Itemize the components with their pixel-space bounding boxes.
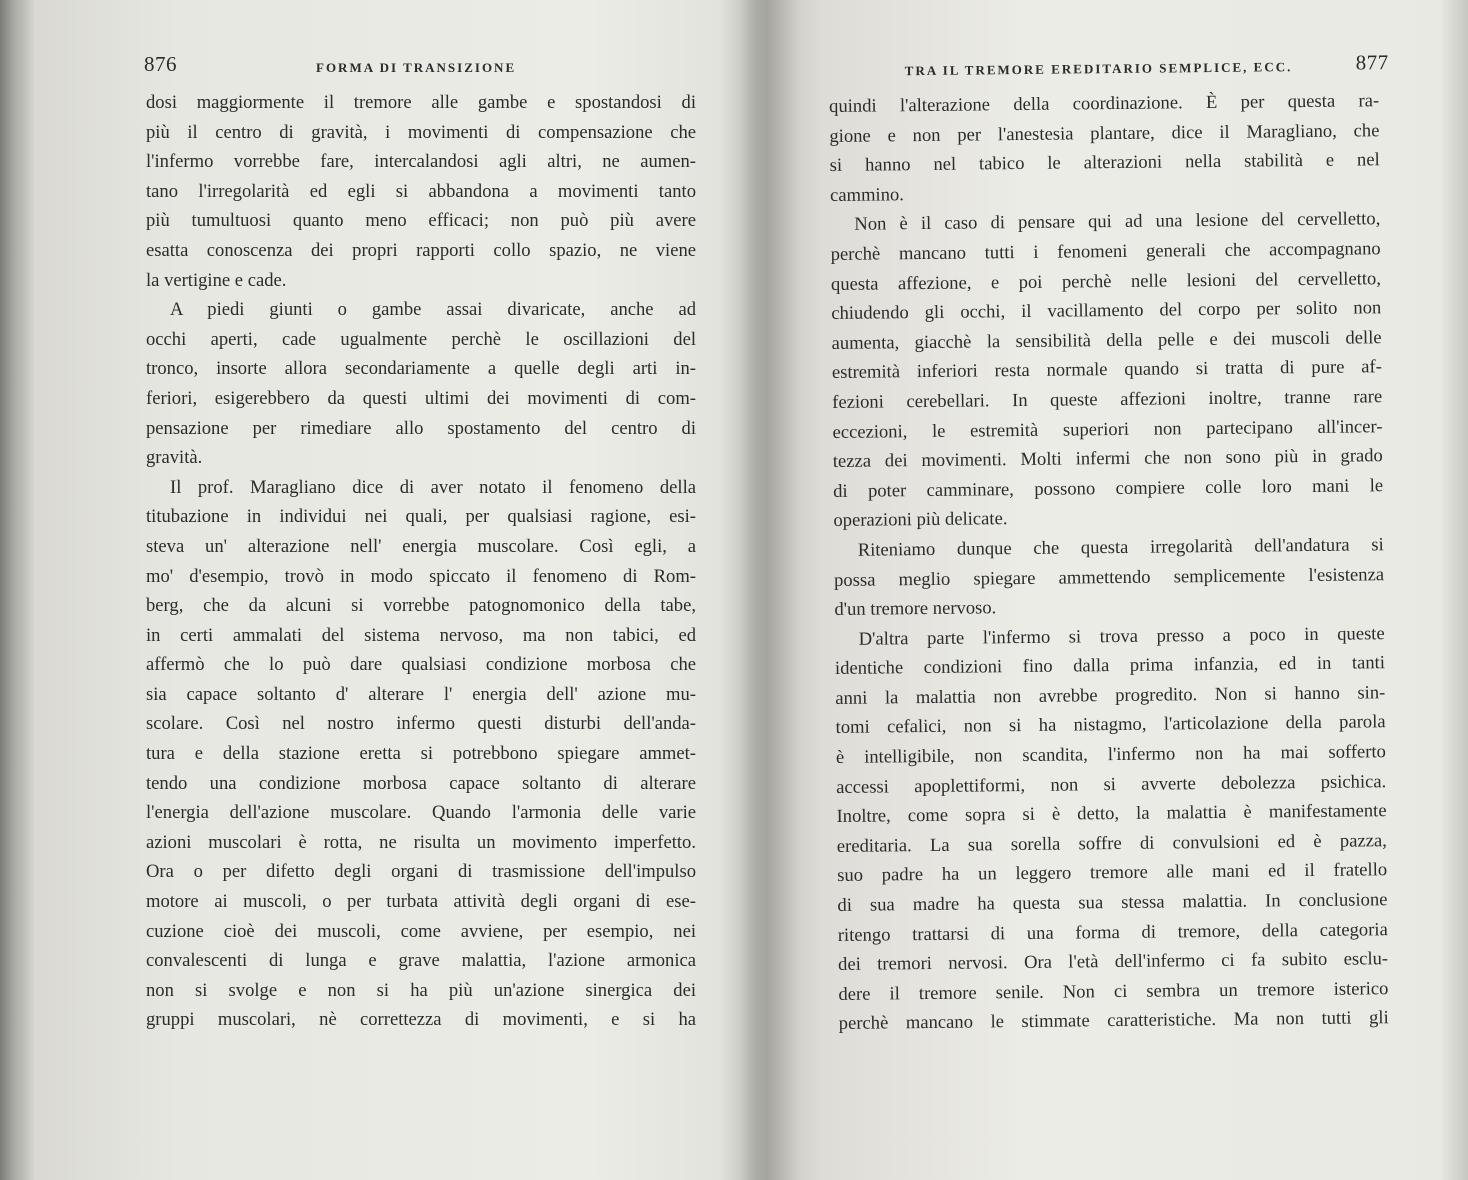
text-line: tura e della stazione eretta si potrebbono spiegare ammet- [146, 743, 696, 765]
text-line: scolare. Così nel nostro infermo questi disturbi dell'anda- [146, 713, 696, 735]
text-line: perchè mancano tutti i fenomeni generali che accompagnano [830, 238, 1381, 265]
text-line: estremità inferiori resta normale quando si tratta di pure af- [831, 356, 1382, 384]
text-line: dei tremori nervosi. Ora l'età dell'infermo ci fa subito esclu- [837, 948, 1389, 976]
text-line: tano l'irregolarità ed egli si abbandona a movimenti tanto [146, 180, 696, 202]
text-line: ritengo trattarsi di una forma di tremore, della categoria [837, 918, 1388, 946]
text-line: azioni muscolari è rotta, ne risulta un movimento imperfetto. [146, 831, 696, 853]
text-line: D'altra parte l'infermo si trova presso a poco in queste [858, 622, 1385, 650]
text-line: convalescenti di lunga e grave malattia, l'azione armonica [146, 950, 696, 972]
text-line: A piedi giunti o gambe assai divaricate, anche ad [170, 299, 696, 321]
text-line: esatta conoscenza dei propri rapporti collo spazio, ne viene [146, 239, 696, 261]
text-line: anni la malattia non avrebbe progredito. Non si hanno sin- [835, 682, 1386, 709]
book-gutter [740, 0, 800, 1180]
text-line: dosi maggiormente il tremore alle gambe e spostandosi di [146, 92, 696, 113]
left-body-text [146, 88, 696, 1035]
text-line: Riteniamo dunque che questa irregolarità dell'andatura si [857, 534, 1384, 561]
text-line: gravità. [146, 447, 203, 469]
left-page-number: 876 [144, 52, 177, 76]
left-running-title: FORMA DI TRANSIZIONE [316, 60, 517, 75]
text-line: aumenta, giacchè la sensibilità della pelle e dei muscoli delle [831, 326, 1382, 354]
text-line: quindi l'alterazione della coordinazione. È per questa ra- [829, 90, 1380, 117]
text-line: non si svolge e non si ha più un'azione sinergica dei [146, 979, 696, 1001]
text-line: tomi cefalici, non si ha nistagmo, l'articolazione della parola [835, 711, 1386, 739]
right-running-title: TRA IL TREMORE EREDITARIO SEMPLICE, ECC. [904, 59, 1293, 79]
text-line: chiudendo gli occhi, il vacillamento del corpo per solito non [831, 297, 1382, 325]
text-line: operazioni più delicate. [833, 508, 1008, 532]
text-line: si hanno nel tabico le alterazioni nella stabilità e nel [829, 149, 1380, 177]
text-line: motore ai muscoli, o per turbata attività degli organi di ese- [146, 891, 696, 913]
left-running-head [136, 52, 696, 82]
text-line: occhi aperti, cade ugualmente perchè le oscillazioni del [146, 328, 696, 350]
text-line: cammino. [829, 183, 904, 206]
text-line: cuzione cioè dei muscoli, come avviene, per esempio, nei [146, 920, 696, 942]
text-line: perchè mancano le stimmate caratteristiche. Ma non tutti gli [838, 1007, 1389, 1035]
text-line: steva un' alterazione nell' energia muscolare. Così egli, a [146, 535, 696, 557]
text-line: tronco, insorte allora secondariamente a quelle degli arti in- [146, 358, 696, 380]
text-line: sia capace soltanto d' alterare l' energia dell' azione mu- [146, 683, 696, 705]
text-line: di poter camminare, possono compiere colle loro mani le [833, 474, 1384, 502]
right-page-number: 877 [1355, 50, 1389, 75]
right-running-head [829, 46, 1389, 82]
text-line: la vertigine e cade. [146, 269, 287, 291]
page-edge-right [1442, 0, 1468, 1180]
text-line: gione e non per l'anestesia plantare, dice il Maragliano, che [829, 119, 1380, 147]
text-line: titubazione in individui nei quali, per qualsiasi ragione, esi- [146, 506, 696, 528]
text-line: questa affezione, e poi perchè nelle lesioni del cervelletto, [830, 267, 1382, 295]
text-line: l'energia dell'azione muscolare. Quando l'armonia delle varie [146, 802, 696, 824]
text-line: Inoltre, come sopra si è detto, la malattia è manifestamente [836, 800, 1387, 828]
text-line: pensazione per rimediare allo spostamento del centro di [146, 417, 696, 439]
text-line: dere il tremore senile. Non ci sembra un tremore isterico [838, 977, 1389, 1005]
page-edge-left [0, 0, 34, 1180]
text-line: ereditaria. La sua sorella soffre di convulsioni ed è pazza, [836, 830, 1387, 857]
text-line: Non è il caso di pensare qui ad una lesione del cervelletto, [854, 208, 1381, 236]
text-line: di sua madre ha questa sua stessa malattia. In conclusione [837, 889, 1388, 916]
text-line: possa meglio spiegare ammettendo semplicemente l'esistenza [833, 563, 1385, 591]
text-line: eccezioni, le estremità superiori non partecipano all'incer- [832, 415, 1383, 443]
text-line: più tumultuosi quanto meno efficaci; non può più avere [146, 210, 696, 232]
text-line: suo padre ha un leggero tremore alle mani ed il fratello [837, 859, 1388, 887]
text-line: feriori, esigerebbero da questi ultimi dei movimenti di com- [146, 387, 696, 409]
right-body-text [829, 86, 1389, 1039]
text-line: berg, che da alcuni si vorrebbe patognomonico della tabe, [146, 595, 696, 617]
text-line: fezioni cerebellari. In queste affezioni inoltre, tranne rare [832, 386, 1383, 413]
left-page [136, 0, 696, 1180]
text-line: più il centro di gravità, i movimenti di compensazione che [146, 121, 696, 143]
text-line: mo' d'esempio, trovò in modo spiccato il fenomeno di Rom- [146, 565, 696, 587]
text-line: d'un tremore nervoso. [834, 597, 997, 621]
text-line: affermò che lo può dare qualsiasi condizione morbosa che [146, 654, 696, 676]
text-line: Il prof. Maragliano dice di aver notato il fenomeno della [170, 476, 696, 498]
text-line: Ora o per difetto degli organi di trasmissione dell'impulso [146, 861, 696, 883]
text-line: identiche condizioni fino dalla prima infanzia, ed in tanti [834, 652, 1386, 680]
text-line: tezza dei movimenti. Molti infermi che non sono più in grado [832, 445, 1383, 473]
text-line: in certi ammalati del sistema nervoso, ma non tabici, ed [146, 624, 696, 646]
text-line: tendo una condizione morbosa capace soltanto di alterare [146, 772, 696, 794]
text-line: l'infermo vorrebbe fare, intercalandosi agli altri, ne aumen- [146, 151, 696, 173]
right-page [828, 0, 1390, 1180]
text-line: accessi apoplettiformi, non si avverte debolezza psichica. [836, 770, 1387, 798]
text-line: gruppi muscolari, nè correttezza di movimenti, e si ha [146, 1009, 696, 1031]
text-line: è intelligibile, non scandita, l'infermo non ha mai sofferto [835, 741, 1387, 769]
